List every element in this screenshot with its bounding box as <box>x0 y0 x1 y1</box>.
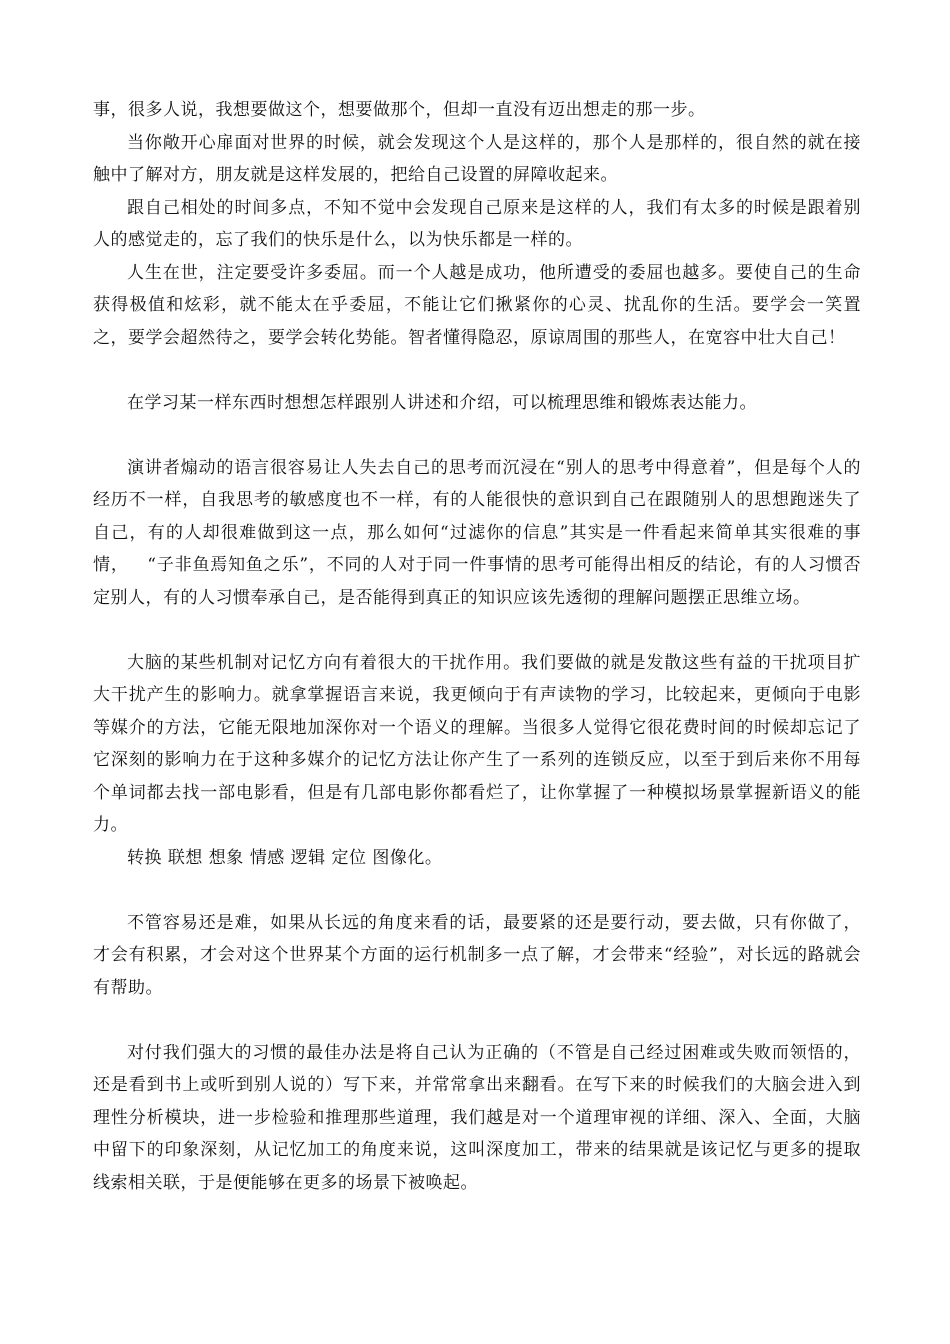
document-page <box>93 94 861 1199</box>
paragraph-spacer <box>93 419 861 452</box>
paragraph-keywords: 转换 联想 想象 情感 逻辑 定位 图像化。 <box>127 847 443 868</box>
paragraph-spacer <box>93 1004 861 1037</box>
paragraph-spacer <box>93 874 861 907</box>
paragraph-open-heart: 当你敞开心扉面对世界的时候，就会发现这个人是这样的，那个人是那样的，很自然的就在接触中了解对方，朋友就是这样发展的，把给自己设置的屏障收起来。 <box>93 132 861 185</box>
paragraph-continuation: 事，很多人说，我想要做这个，想要做那个，但却一直没有迈出想走的那一步。 <box>93 100 706 120</box>
paragraph-speaker-language: 演讲者煽动的语言很容易让人失去自己的思考而沉浸在“别人的思考中得意着”，但是每个人的经历不一样，自我思考的敏感度也不一样，有的人能很快的意识到自己在跟随别人的思想跑迷失了自己，有的人却很难做到这一点，那么如何“过滤你的信息”其实是一件看起来简单其实很难的事情， “子非鱼焉知鱼之乐”，不同的人对于同一件事情的思考可能得出相反的结论，有的人习惯否定别人，有的人习惯奉承自己，是否能得到真正的知识应该先透彻的理解问题摆正思维立场。 <box>93 457 861 608</box>
paragraph-brain-memory: 大脑的某些机制对记忆方向有着很大的干扰作用。我们要做的就是发散这些有益的干扰项目扩大干扰产生的影响力。就拿掌握语言来说，我更倾向于有声读物的学习，比较起来，更倾向于电影等媒介的方法，它能无限地加深你对一个语义的理解。当很多人觉得它很花费时间的时候却忘记了它深刻的影响力在于这种多媒介的记忆方法让你产生了一系列的连锁反应，以至于到后来你不用每个单词都去找一部电影看，但是有几部电影你都看烂了，让你掌握了一种模拟场景掌握新语义的能力。 <box>93 652 861 835</box>
paragraph-learning-explain: 在学习某一样东西时想想怎样跟别人讲述和介绍，可以梳理思维和锻炼表达能力。 <box>127 392 757 413</box>
paragraph-take-action: 不管容易还是难，如果从长远的角度来看的话，最要紧的还是要行动，要去做，只有你做了，才会有积累，才会对这个世界某个方面的运行机制多一点了解，才会带来“经验”，对长远的路就会有帮助。 <box>93 912 861 998</box>
paragraph-spacer <box>93 354 861 387</box>
paragraph-habits: 对付我们强大的习惯的最佳办法是将自己认为正确的（不管是自己经过困难或失败而领悟的，还是看到书上或听到别人说的）写下来，并常常拿出来翻看。在写下来的时候我们的大脑会进入到理性分析模块，进一步检验和推理那些道理，我们越是对一个道理审视的详细、深入、全面，大脑中留下的印象深刻，从记忆加工的角度来说，这叫深度加工，带来的结果就是该记忆与更多的提取线索相关联，于是便能够在更多的场景下被唤起。 <box>93 1042 861 1193</box>
paragraph-spacer <box>93 614 861 647</box>
paragraph-time-with-self: 跟自己相处的时间多点，不知不觉中会发现自己原来是这样的人，我们有太多的时候是跟着别人的感觉走的，忘了我们的快乐是什么，以为快乐都是一样的。 <box>93 197 861 250</box>
paragraph-grievances: 人生在世，注定要受许多委屈。而一个人越是成功，他所遭受的委屈也越多。要使自己的生命获得极值和炫彩，就不能太在乎委屈，不能让它们揪紧你的心灵、扰乱你的生活。要学会一笑置之，要学会超然待之，要学会转化势能。智者懂得隐忍，原谅周围的那些人，在宽容中壮大自己！ <box>93 262 861 348</box>
